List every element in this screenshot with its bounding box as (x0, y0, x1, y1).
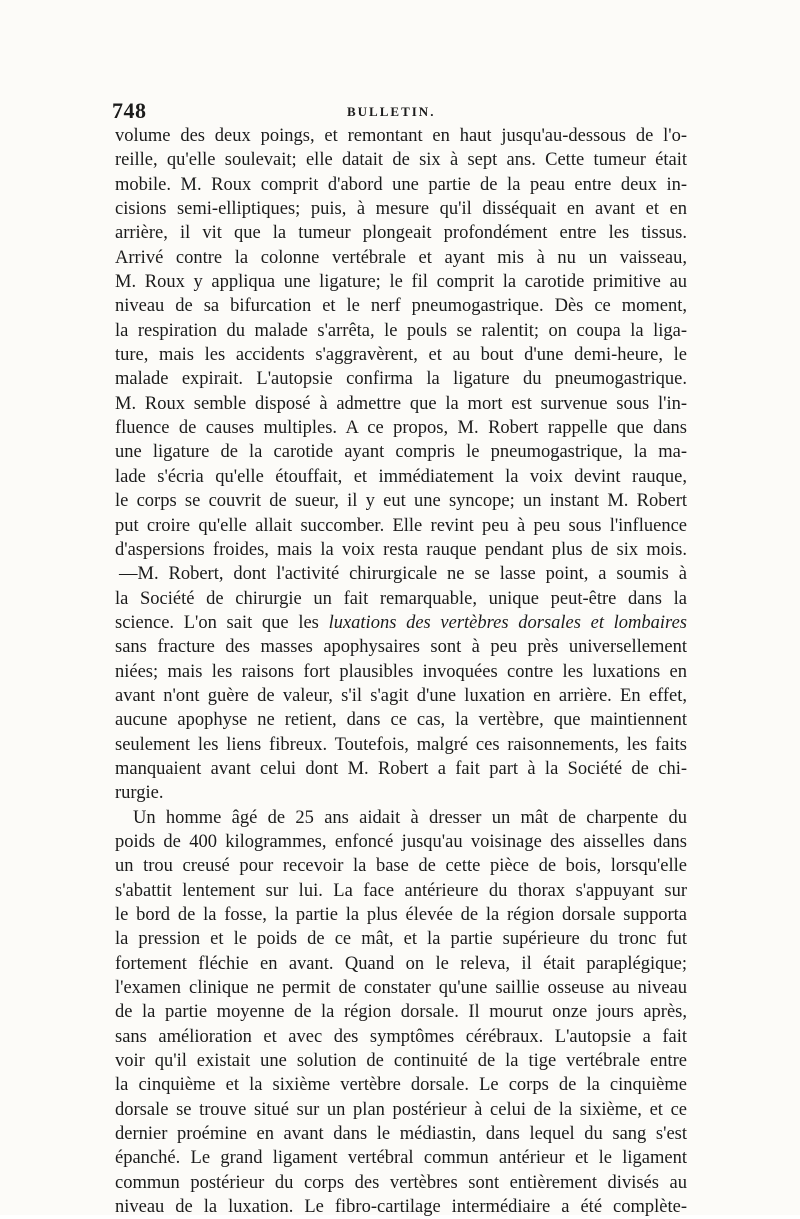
text-line: put croire qu'elle allait succomber. Elle revint peu à peu sous l'influence (115, 515, 687, 536)
text-line: poids de 400 kilogrammes, enfoncé jusqu'au voisinage des aisselles dans (115, 831, 687, 852)
text-line: la pression et le poids de ce mât, et la partie supérieure du tronc fut (115, 929, 687, 950)
text-line: le corps se couvrit de sueur, il y eut une syncope; un instant M. Robert (115, 491, 687, 512)
text-line: seulement les liens fibreux. Toutefois, malgré ces raisonnements, les faits (115, 734, 687, 755)
text-line: fortement fléchie en avant. Quand on le releva, il était paraplégique; (115, 953, 687, 974)
text-line: épanché. Le grand ligament vertébral commun antérieur et le ligament (115, 1148, 687, 1169)
page-number: 748 (112, 98, 147, 123)
running-title: BULLETIN. (347, 104, 436, 119)
text-line: mobile. M. Roux comprit d'abord une partie de la peau entre deux in- (115, 174, 687, 195)
text-line: la cinquième et la sixième vertèbre dorsale. Le corps de la cinquième (115, 1075, 687, 1096)
text-line: Un homme âgé de 25 ans aidait à dresser un mât de charpente du (133, 807, 687, 828)
text-line: Arrivé contre la colonne vertébrale et ayant mis à nu un vaisseau, (115, 247, 687, 268)
text-line: commun postérieur du corps des vertèbres sont entièrement divisés au (115, 1172, 687, 1193)
text-line: rurgie. (115, 783, 164, 804)
text-line: dorsale se trouve situé sur un plan postérieur à celui de la sixième, et ce (115, 1099, 687, 1120)
text-line: cisions semi-elliptiques; puis, à mesure qu'il disséquait en avant et en (115, 199, 687, 220)
text-line: niveau de sa bifurcation et le nerf pneumogastrique. Dès ce moment, (115, 296, 687, 317)
text-line: de la partie moyenne de la région dorsale. Il mourut onze jours après, (115, 1002, 687, 1023)
text-line: l'examen clinique ne permit de constater qu'une saillie osseuse au niveau (115, 978, 687, 999)
text-line (115, 611, 687, 635)
page-header (112, 98, 690, 124)
body-text (115, 124, 687, 1219)
text-line: arrière, il vit que la tumeur plongeait profondément entre les tissus. (115, 223, 687, 244)
text-line: d'aspersions froides, mais la voix resta rauque pendant plus de six mois. (115, 539, 687, 560)
text-line: M. Roux y appliqua une ligature; le fil comprit la carotide primitive au (115, 272, 687, 293)
text-line: —M. Robert, dont l'activité chirurgicale ne se lasse point, a soumis à (119, 564, 687, 585)
text-line: aucune apophyse ne retient, dans ce cas, la vertèbre, que maintiennent (115, 710, 687, 731)
paragraph-ligature-case (115, 124, 687, 562)
text-line: dernier proémine en avant dans le médiastin, dans lequel du sang s'est (115, 1124, 687, 1145)
text-line: manquaient avant celui dont M. Robert a fait part à la Société de chi- (115, 758, 687, 779)
text-line: niveau de la luxation. Le fibro-cartilage intermédiaire a été complète- (115, 1197, 687, 1218)
text-line: ture, mais les accidents s'aggravèrent, et au bout d'une demi-heure, le (115, 345, 687, 366)
text-line: s'abattit lentement sur lui. La face antérieure du thorax s'appuyant sur (115, 880, 687, 901)
paragraph-vertebral-luxations (115, 562, 687, 805)
paragraph-case-report (115, 806, 687, 1219)
text-line: sans fracture des masses apophysaires sont à peu près universellement (115, 637, 687, 658)
text-line: le bord de la fosse, la partie la plus élevée de la région dorsale supporta (115, 905, 687, 925)
text-run: science. L'on sait que les (115, 612, 329, 633)
text-line: la Société de chirurgie un fait remarquable, unique peut-être dans la (115, 588, 687, 609)
text-line: avant n'ont guère de valeur, s'il s'agit d'une luxation en arrière. En effet, (115, 685, 687, 706)
text-line: lade s'écria qu'elle étouffait, et immédiatement la voix devint rauque, (115, 466, 687, 487)
text-line: malade expirait. L'autopsie confirma la ligature du pneumogastrique. (115, 369, 687, 390)
italic-title-run: luxations des vertèbres dorsales et lombaires (328, 612, 687, 633)
text-line: un trou creusé pour recevoir la base de cette pièce de bois, lorsqu'elle (115, 856, 687, 877)
text-line: voir qu'il existait une solution de continuité de la tige vertébrale entre (115, 1051, 687, 1072)
text-line: la respiration du malade s'arrêta, le pouls se ralentit; on coupa la liga- (115, 320, 687, 341)
text-line: niées; mais les raisons fort plausibles invoquées contre les luxations en (115, 661, 687, 682)
text-line: une ligature de la carotide ayant compris le pneumogastrique, la ma- (115, 442, 687, 463)
text-line: sans amélioration et avec des symptômes cérébraux. L'autopsie a fait (115, 1026, 687, 1047)
text-line: volume des deux poings, et remontant en haut jusqu'au-dessous de l'o- (115, 126, 687, 146)
text-line: M. Roux semble disposé à admettre que la mort est survenue sous l'in- (115, 393, 687, 414)
text-line: reille, qu'elle soulevait; elle datait de six à sept ans. Cette tumeur était (115, 150, 687, 171)
text-line: fluence de causes multiples. A ce propos, M. Robert rappelle que dans (115, 418, 687, 439)
